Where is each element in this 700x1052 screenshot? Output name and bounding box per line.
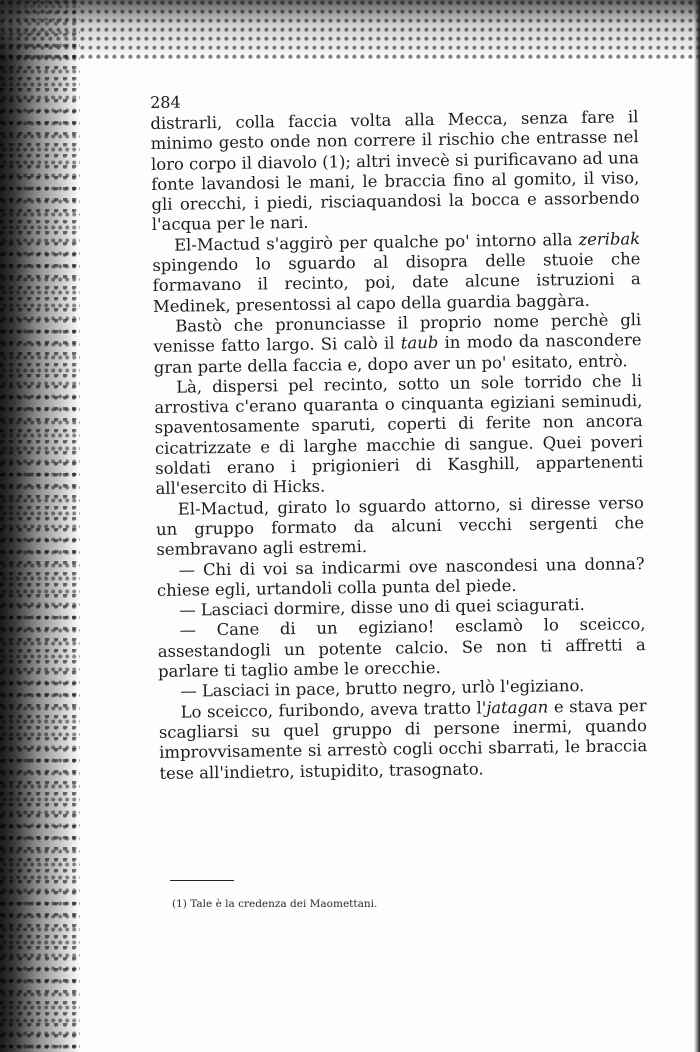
scan-shadow-top <box>0 0 700 60</box>
paragraph-2 <box>152 229 641 317</box>
paragraph-10-start: Lo sceicco, furibondo, aveva tratto l' <box>180 697 487 722</box>
paragraph-5: El-Mactud, girato lo sguardo attorno, si diresse verso un gruppo formato da alcuni vecchi sergenti che sembravano agli estremi. <box>155 492 645 560</box>
paragraph-9: — Lasciaci in pace, brutto negro, urlò l'egiziano. <box>180 676 585 701</box>
footnote: (1) Tale è la credenza dei Maomettani. <box>172 898 378 910</box>
scan-shadow-right <box>694 0 700 1052</box>
scan-shadow-left <box>0 0 80 1052</box>
paragraph-2-end: spingendo lo sguardo al disopra delle stuoie che formavano il recinto, poi, date alcune istruzioni a Medinek, presentossi al capo della guardia baggàra. <box>152 249 641 316</box>
paragraph-2-start: El-Mactud s'aggirò per qualche po' intorno alla <box>174 229 579 255</box>
paragraph-7: — Lasciaci dormire, disse uno di quei sciagurati. <box>179 595 585 620</box>
paragraph-1: distrarli, colla faccia volta alla Mecca, senza fare il minimo gesto onde non correre il rischio che entrasse nel loro corpo il diavolo (1); altri invecè si purificavano ad una fonte lavandosi le mani, le braccia fino al gomito, il viso, gli orecchi, i piedi, risciaquandosi la bocca e assorbendo l'acqua per le nari. <box>150 107 640 235</box>
paragraph-3-italic: taub <box>400 333 439 353</box>
paragraph-2-italic: zeribak <box>578 228 641 249</box>
paragraph-3-end: in modo da nascondere gran parte della faccia e, dopo aver un po' esitato, entrò. <box>153 330 642 377</box>
page-number: 284 <box>150 92 181 112</box>
footnote-rule <box>170 880 234 881</box>
paragraph-8: — Cane di un egiziano! esclamò lo sceicco, assestandogli un potente calcio. Se non ti affretti a parlare ti taglio ambe le orecchie. <box>157 614 646 681</box>
paragraph-3 <box>153 310 642 378</box>
body-text <box>150 85 648 784</box>
paragraph-3-start: Bastò che pronunciasse il proprio nome perchè gli venisse fatto largo. Si calò il <box>153 310 642 357</box>
paragraph-10-italic: jatagan <box>486 697 549 717</box>
paragraph-4: Là, dispersi pel recinto, sotto un sole torrido che li arrostiva c'erano quaranta o cinquanta egiziani seminudi, spaventosamente sparuti, coperti di ferite non ancora cicatrizzate e di larghe macchie di sangue. Quei poveri soldati erano i prigionieri di Kasghill, appartenenti all'esercito di Hicks. <box>154 371 644 499</box>
paragraph-6: — Chi di voi sa indicarmi ove nascondesi una donna? chiese egli, urtandoli colla punta del piede. <box>156 553 645 600</box>
paragraph-10-end: e stava per scagliarsi su quel gruppo di persone inermi, quando improvvisamente si arrestò cogli occhi sbarrati, le braccia tese all'indietro, istupidito, trasognato. <box>158 695 648 783</box>
paragraph-10 <box>159 696 648 784</box>
